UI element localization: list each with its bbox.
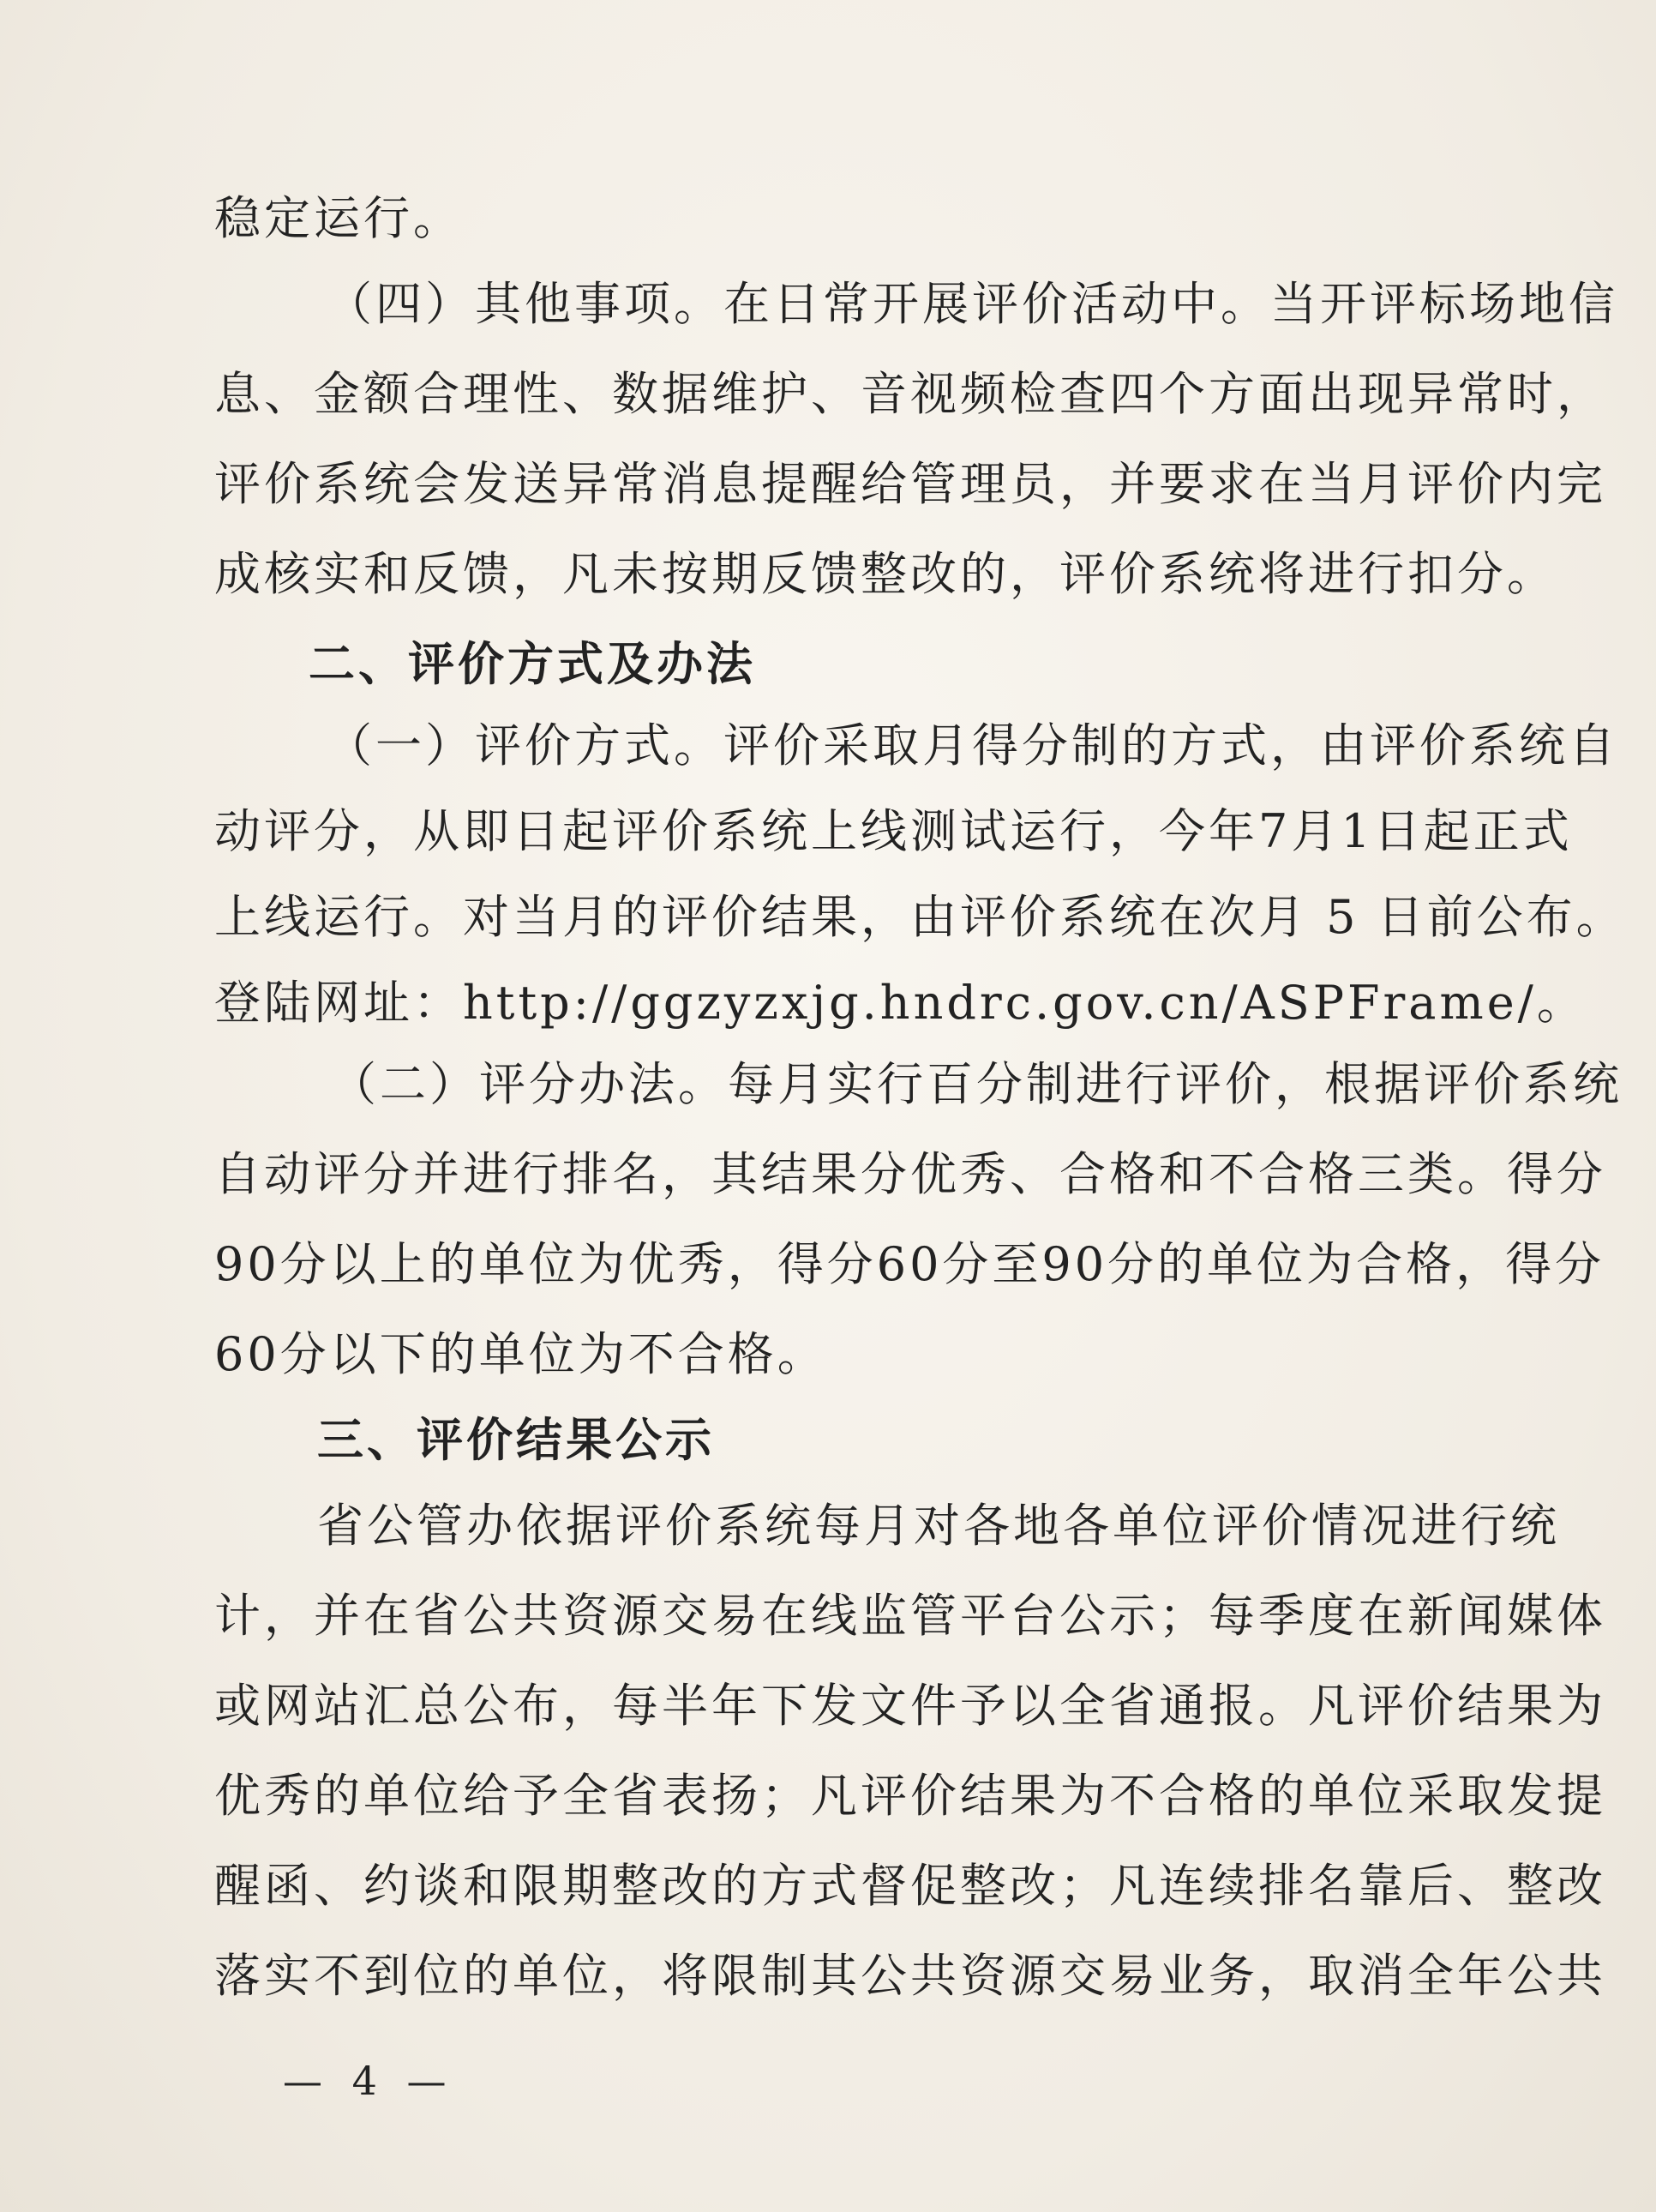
paragraph-other-matters: （四）其他事项。在日常开展评价活动中。当开评标场地信 <box>326 277 1618 331</box>
paragraph-results-publicity: 省公管办依据评价系统每月对各地各单位评价情况进行统 <box>317 1499 1560 1553</box>
page-number: — 4 — <box>283 2058 455 2104</box>
paragraph-scoring-method: （二）评分办法。每月实行百分制进行评价，根据评价系统 <box>330 1057 1623 1111</box>
body-line: 动评分，从即日起评价系统上线测试运行，今年7月1日起正式 <box>214 804 1573 858</box>
body-line: 稳定运行。 <box>214 191 463 245</box>
body-line: 评价系统会发送异常消息提醒给管理员，并要求在当月评价内完 <box>214 457 1606 511</box>
body-line: 息、金额合理性、数据维护、音视频检查四个方面出现异常时， <box>214 367 1606 421</box>
body-line: 成核实和反馈，凡未按期反馈整改的，评价系统将进行扣分。 <box>214 547 1557 601</box>
body-line: 醒函、约谈和限期整改的方式督促整改；凡连续排名靠后、整改 <box>214 1859 1606 1913</box>
paragraph-evaluation-method: （一）评价方式。评价采取月得分制的方式，由评价系统自 <box>326 718 1618 772</box>
body-line: 或网站汇总公布，每半年下发文件予以全省通报。凡评价结果为 <box>214 1679 1606 1733</box>
body-line: 60分以下的单位为不合格。 <box>214 1327 827 1381</box>
login-url-line: 登陆网址：http://ggzyzxjg.hndrc.gov.cn/ASPFrame/。 <box>214 976 1587 1030</box>
body-line: 优秀的单位给予全省表扬；凡评价结果为不合格的单位采取发提 <box>214 1769 1606 1823</box>
body-line: 自动评分并进行排名，其结果分优秀、合格和不合格三类。得分 <box>214 1147 1606 1201</box>
section-heading-2: 二、评价方式及办法 <box>309 637 756 691</box>
body-line: 90分以上的单位为优秀，得分60分至90分的单位为合格，得分 <box>214 1237 1605 1291</box>
body-line: 计，并在省公共资源交易在线监管平台公示；每季度在新闻媒体 <box>214 1589 1606 1643</box>
body-line: 落实不到位的单位，将限制其公共资源交易业务，取消全年公共 <box>214 1949 1606 2003</box>
body-line: 上线运行。对当月的评价结果，由评价系统在次月 5 日前公布。 <box>214 890 1626 944</box>
section-heading-3: 三、评价结果公示 <box>317 1413 715 1467</box>
